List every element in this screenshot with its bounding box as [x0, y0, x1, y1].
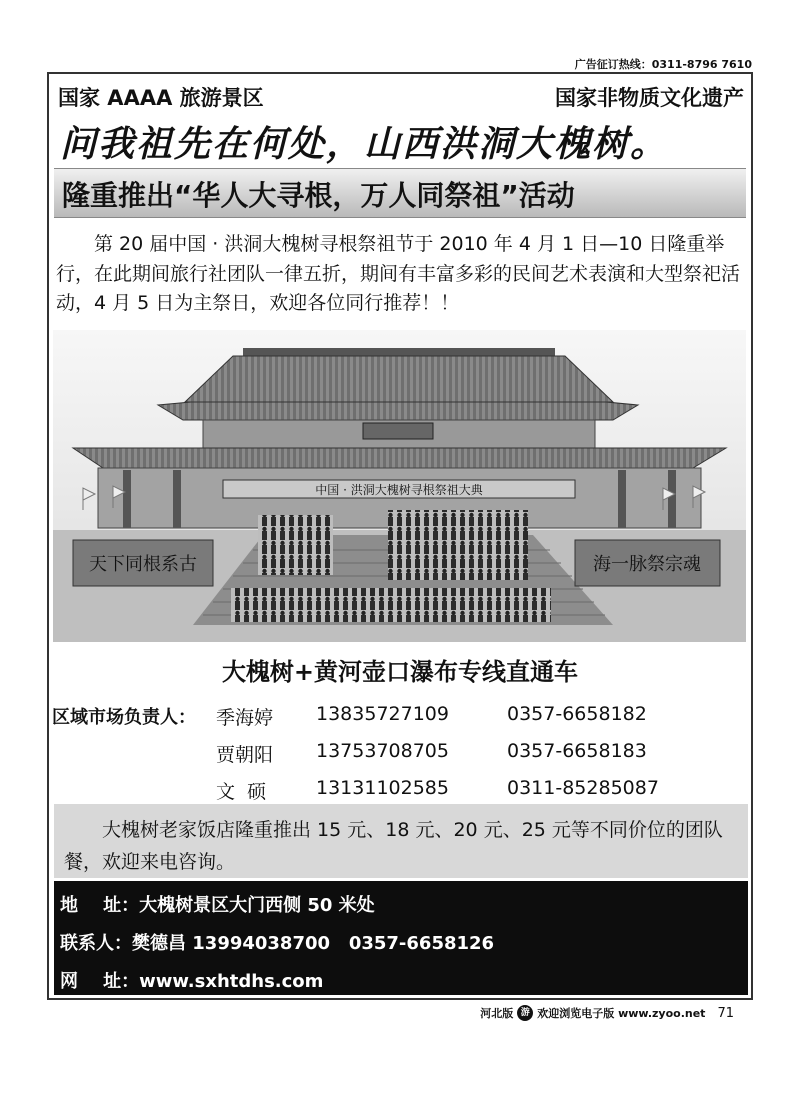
contact-mobile: 13753708705	[316, 740, 449, 762]
contact-mobile: 13835727109	[316, 703, 449, 725]
contact-phone: 0311-85285087	[507, 777, 659, 799]
hall-plaque: 中国 · 洪洞大槐树寻根祭祖大典	[315, 483, 483, 497]
page-footer	[480, 1005, 734, 1021]
contact-name: 贾朝阳	[216, 744, 274, 766]
right-slogan-banner: 海一脉祭宗魂	[593, 554, 701, 575]
left-slogan-banner: 天下同根系古	[89, 554, 197, 575]
contact-row	[0, 740, 800, 766]
restaurant-text: 大槐树老家饭店隆重推出 15 元、18 元、20 元、25 元等不同价位的团队餐，欢迎来电咨询。	[64, 819, 723, 873]
contact-row	[0, 703, 800, 729]
badge-heritage: 国家非物质文化遗产	[555, 86, 744, 110]
contact-name: 文 硕	[216, 781, 267, 803]
website-line[interactable]: 网 址：www.sxhtdhs.com	[60, 971, 324, 992]
temple-photo	[53, 330, 746, 642]
info-block	[54, 881, 748, 995]
contacts-label: 区域市场负责人：	[52, 707, 196, 728]
intro-paragraph: 第 20 届中国 · 洪洞大槐树寻根祭祖节于 2010 年 4 月 1 日—10 日隆重举行，在此期间旅行社团队一律五折，期间有丰富多彩的民间艺术表演和大型祭祀活动，4 月 5 日为主祭日，欢迎各位同行推荐！！	[56, 233, 741, 314]
contact-row	[0, 777, 800, 803]
address-line: 地 址：大槐树景区大门西侧 50 米处	[60, 895, 375, 916]
contact-name: 季海婷	[216, 707, 274, 729]
edition-label: 河北版	[480, 1007, 514, 1020]
slogan: 问我祖先在何处，山西洪洞大槐树。	[60, 123, 669, 165]
contact-phone: 0357-6658183	[507, 740, 647, 762]
contact-mobile: 13131102585	[316, 777, 449, 799]
contact-phone: 0357-6658182	[507, 703, 647, 725]
ad-hotline: 广告征订热线：0311-8796 7610	[574, 58, 752, 71]
magazine-logo-icon: 游	[517, 1005, 533, 1021]
contact-line: 联系人：樊德昌 13994038700 0357-6658126	[60, 933, 495, 954]
event-banner-text: 隆重推出“华人大寻根，万人同祭祖”活动	[62, 179, 575, 212]
badge-aaaa: 国家 AAAA 旅游景区	[58, 86, 264, 110]
event-banner	[54, 168, 746, 218]
site-invite[interactable]: 欢迎浏览电子版 www.zyoo.net	[537, 1007, 706, 1020]
route-title: 大槐树+黄河壶口瀑布专线直通车	[221, 658, 579, 686]
page-number: 71	[717, 1005, 734, 1021]
intro-text	[56, 230, 746, 319]
restaurant-promo	[54, 804, 748, 878]
